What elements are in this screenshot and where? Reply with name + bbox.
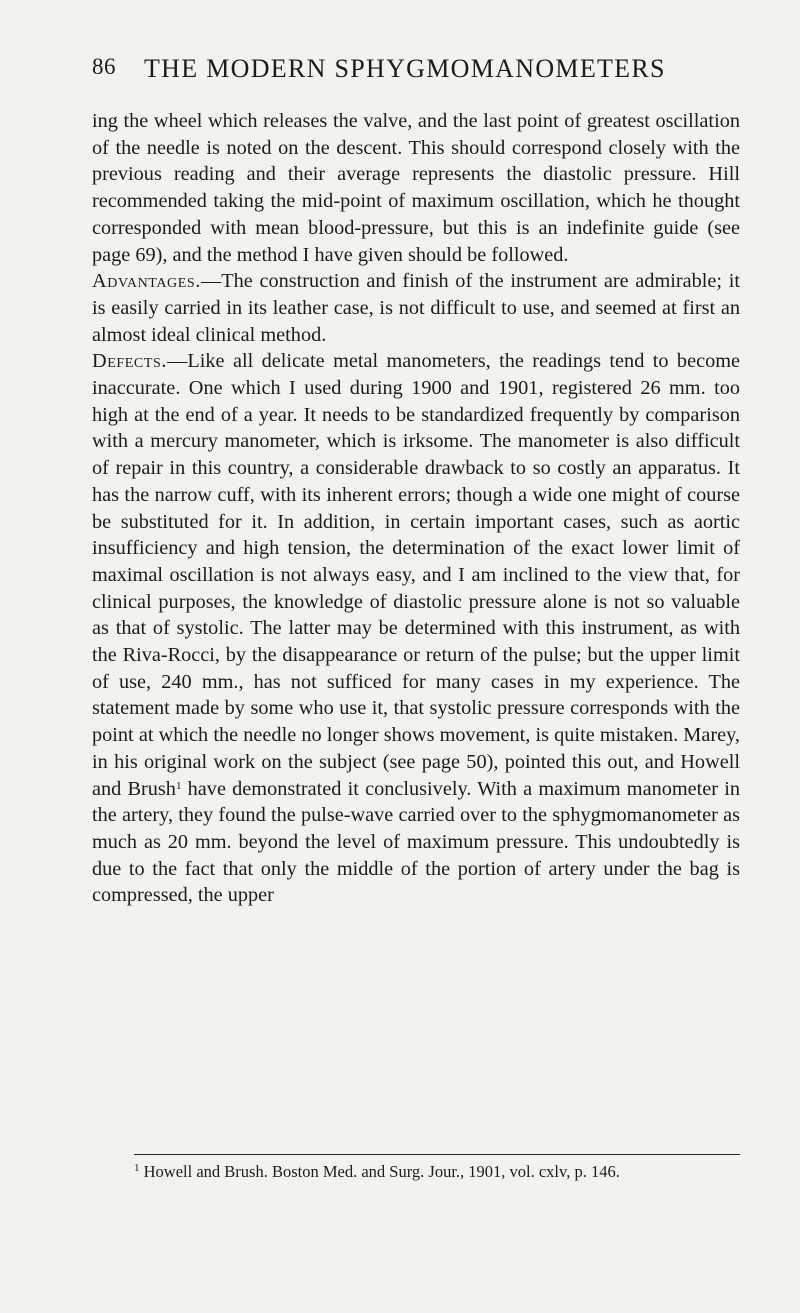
- footnote-text: Howell and Brush. Boston Med. and Surg. Jour., 1901, vol. cxlv, p. 146.: [139, 1162, 620, 1181]
- paragraph-continuation: [92, 108, 740, 268]
- page-header: [92, 54, 740, 88]
- advantages-text: —The construction and finish of the instrument are admirable; it is easily carried in its leather case, is not difficult to use, and seemed at first an almost ideal clinical method.: [92, 270, 740, 346]
- footnote-marker: 1: [134, 1162, 140, 1174]
- running-head: THE MODERN SPHYGMOMANOMETERS: [144, 54, 666, 83]
- defects-text-part-1: —Like all delicate metal manometers, the readings tend to become inaccurate. One which I used during 1900 and 1901, registered 26 mm. too high at the end of a year. It needs to be standardized frequently by comparison with a mercury manometer, which is irksome. The manometer is also difficult of repair in this country, a considerable drawback to so costly an apparatus. It has the narrow cuff, with its inherent errors; though a wide one might of course be substituted for it. In addition, in certain important cases, such as aortic insufficiency and high tension, the determination of the exact lower limit of maximal oscillation is not always easy, and I am inclined to the view that, for clinical purposes, the knowledge of diastolic pressure alone is not so valuable as that of systolic. The latter may be determined with this instrument, as with the Riva-Rocci, by the disappearance or return of the pulse; but the upper limit of use, 240 mm., has not sufficed for many cases in my experience. The statement made by some who use it, that systolic pressure corresponds with the point at which the needle no longer shows movement, is quite mistaken. Marey, in his original work on the subject (see page 50), pointed this out, and Howell and Brush: [92, 350, 740, 800]
- defects-heading: Defects.: [92, 350, 168, 373]
- paragraph-continuation-text: ing the wheel which releases the valve, and the last point of greatest oscillation of the needle is noted on the descent. This should correspond closely with the previous reading and their average represents the diastolic pressure. Hill recommended taking the mid-point of maximum oscillation, which he thought corresponded with mean blood-pressure, but this is an indefinite guide (see page 69), and the method I have given should be followed.: [92, 110, 740, 266]
- footnote-reference: 1: [175, 779, 182, 792]
- page-number: 86: [92, 54, 116, 79]
- paragraph-defects: [92, 348, 740, 909]
- footnote-divider: [134, 1154, 740, 1155]
- advantages-heading: Advantages.: [92, 270, 201, 293]
- defects-text-part-2: have demonstrated it conclusively. With a maximum manometer in the artery, they found the pulse-wave carried over to the sphygmomanometer as much as 20 mm. beyond the level of maximum pressure. This undoubtedly is due to the fact that only the middle of the portion of artery under the bag is compressed, the upper: [92, 777, 741, 907]
- footnote: [134, 1162, 744, 1182]
- paragraph-advantages: [92, 268, 740, 348]
- body-text: [92, 108, 740, 909]
